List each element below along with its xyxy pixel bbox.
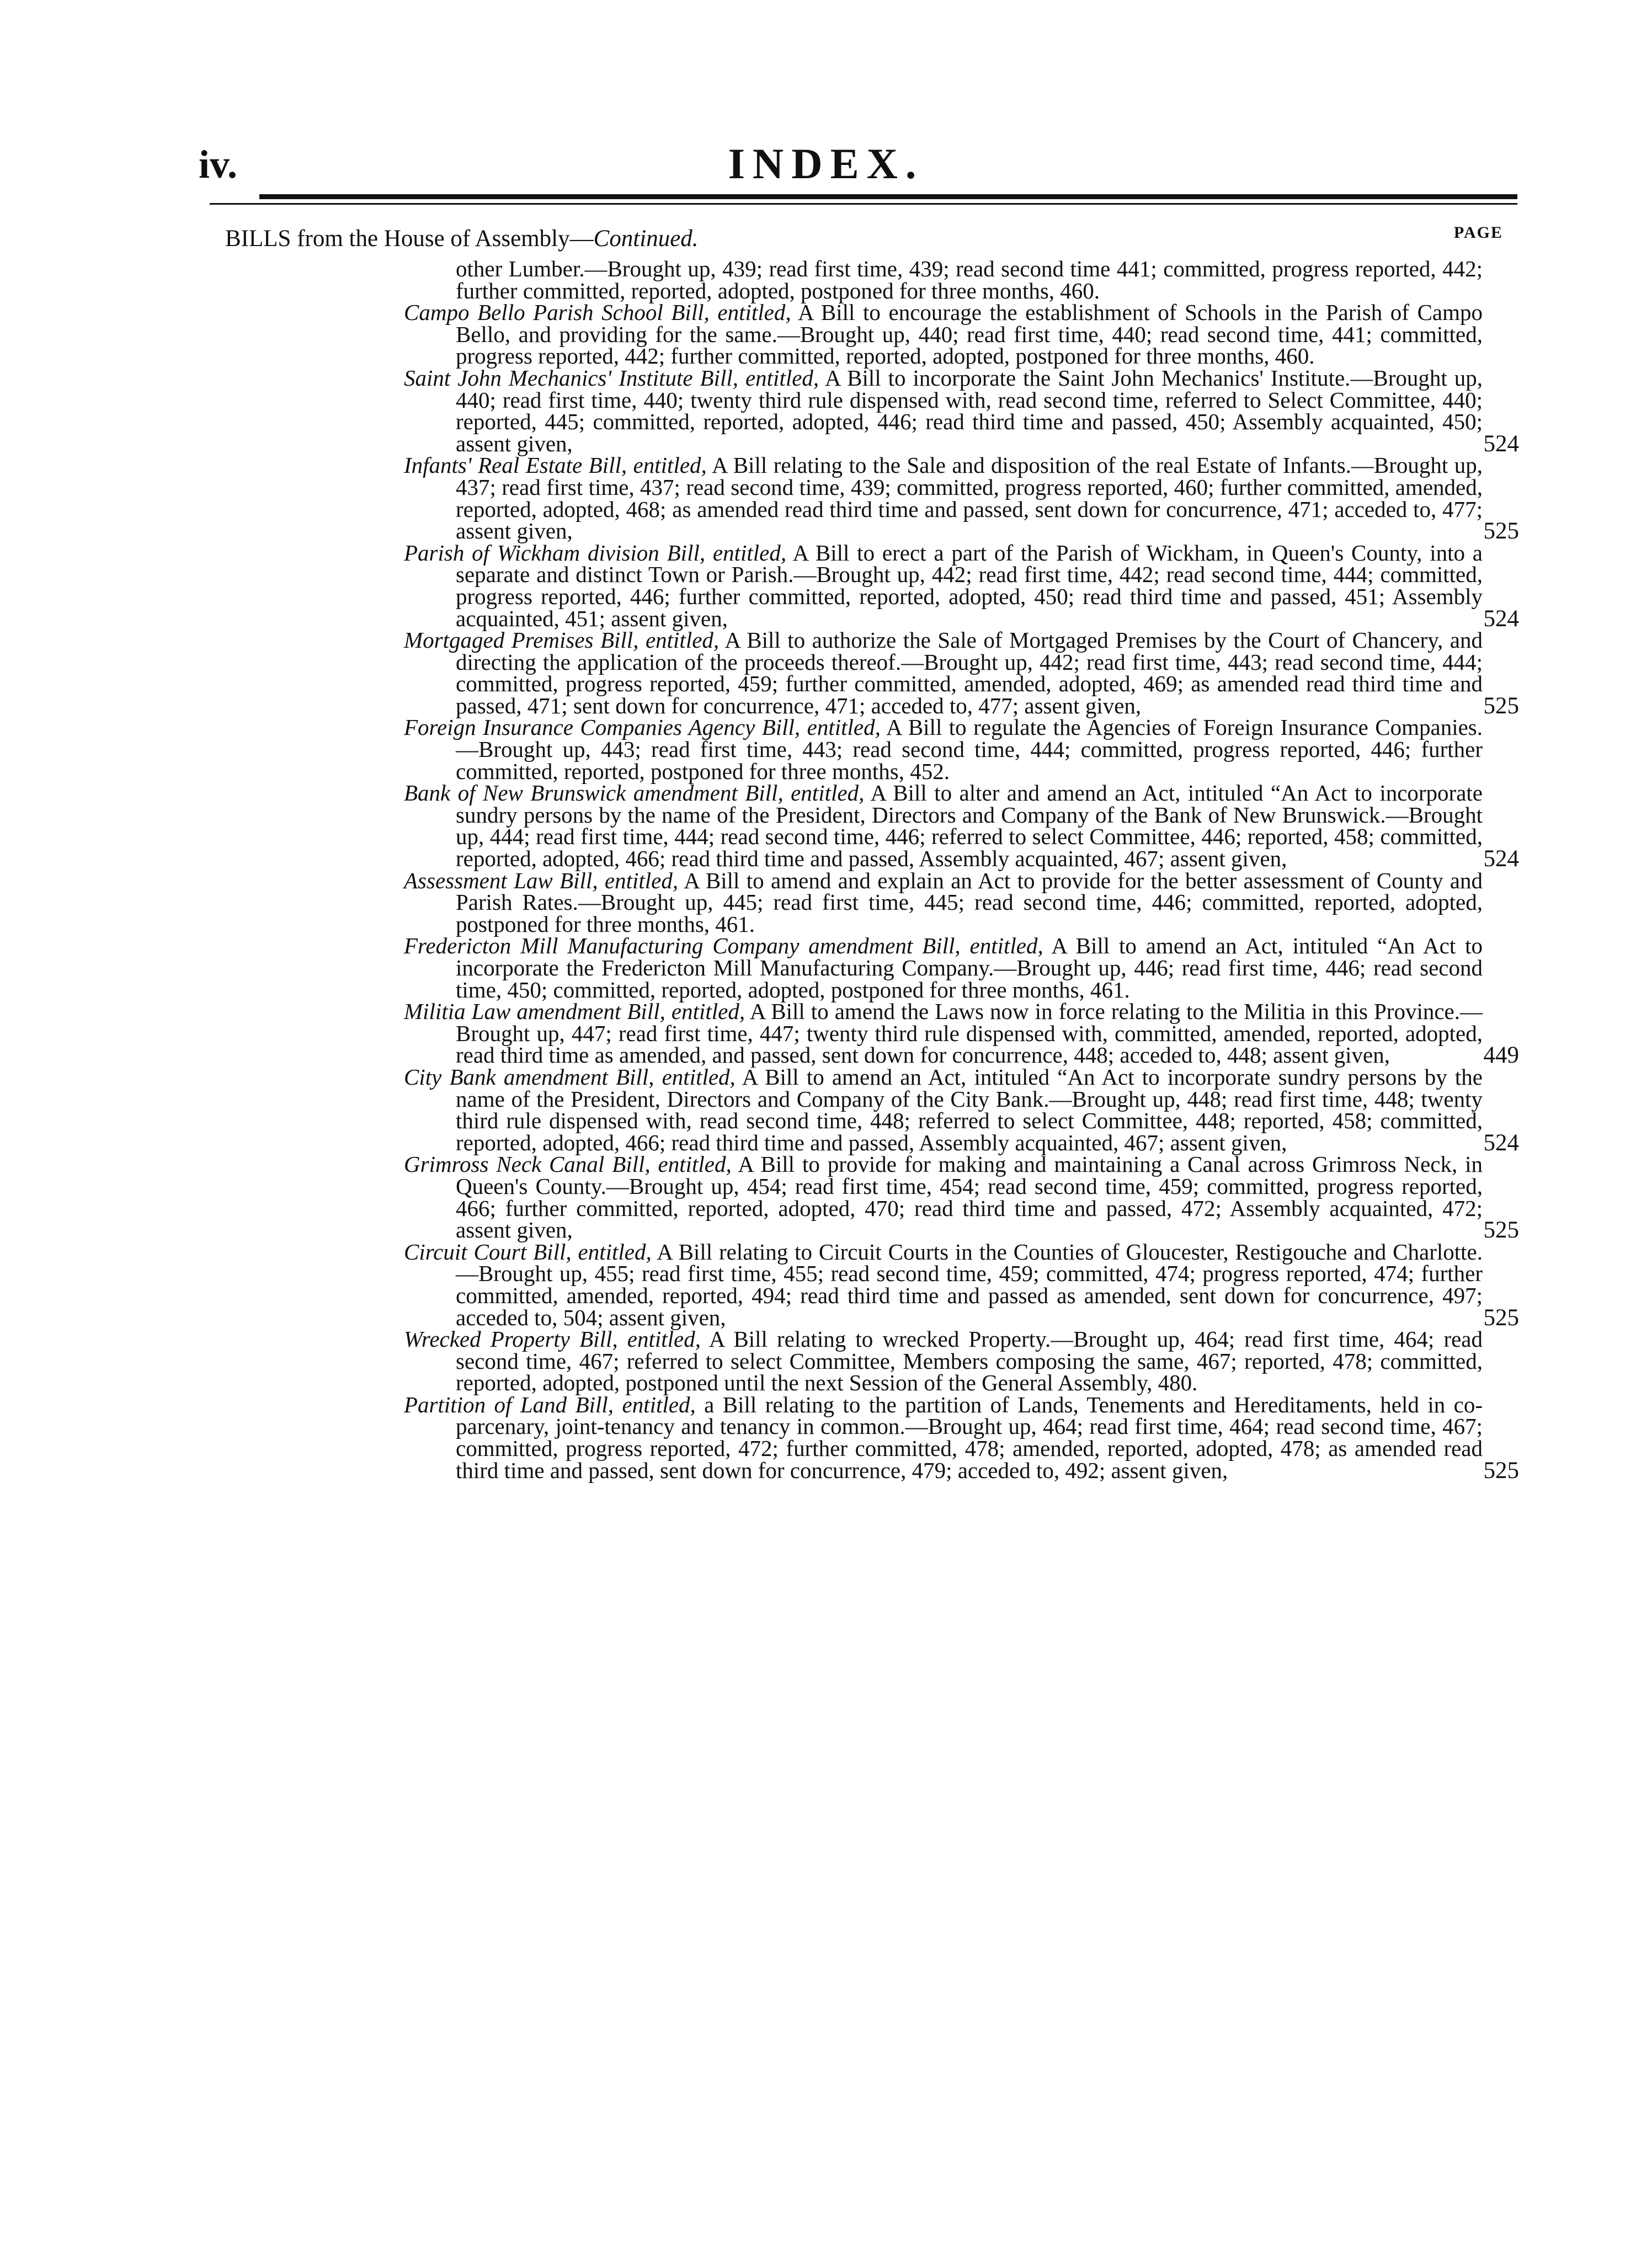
index-entry xyxy=(404,302,1483,367)
entry-title: Circuit Court Bill, entitled, xyxy=(404,1239,652,1265)
entry-body: A Bill to erect a part of the Parish of Wickham, in Queen's County, into a separate and distinct Town or Parish.—Brought up, 442; read first time, 442; read second time, 444; committed, progress reported, 446; further committed, reported, adopted, 450; read third time and passed, 451; Assembly acquainted, 451; assent given, xyxy=(456,540,1483,631)
entry-title: Parish of Wickham division Bill, entitled, xyxy=(404,540,787,566)
index-entry xyxy=(404,1064,1519,1156)
section-continued: Continued. xyxy=(593,226,699,252)
entry-page-number: 525 xyxy=(1483,518,1519,545)
section-title: BILLS from the House of Assembly— xyxy=(225,226,594,252)
entry-page-number: 525 xyxy=(1483,1304,1519,1331)
entry-body: A Bill to alter and amend an Act, intituled “An Act to incorporate sundry persons by the name of the President, Directors and Company of the Bank of New Brunswick.—Brought up, 444; read first time, 444; read second time, 446; referred to select Committee, 446; reported, 458; committed, reported, adopted, 466; read third time and passed, Assembly acquainted, 467; assent given, xyxy=(456,780,1483,872)
header-rule-thick xyxy=(259,194,1517,199)
entry-title: Bank of New Brunswick amendment Bill, entitled, xyxy=(404,780,865,806)
index-entry xyxy=(404,867,1483,937)
index-entry xyxy=(404,999,1519,1069)
entry-title: City Bank amendment Bill, entitled, xyxy=(404,1064,736,1090)
index-entry xyxy=(404,1239,1519,1331)
entry-title: Saint John Mechanics' Institute Bill, entitled, xyxy=(404,365,819,391)
entry-title: Mortgaged Premises Bill, entitled, xyxy=(404,627,720,653)
entry-page-number: 524 xyxy=(1483,430,1519,457)
index-entry xyxy=(404,714,1483,784)
entry-page-number: 524 xyxy=(1483,846,1519,872)
index-entry xyxy=(404,1151,1519,1244)
index-entry xyxy=(404,780,1519,872)
index-entry xyxy=(404,258,1483,302)
entry-body: A Bill to regulate the Agencies of Foreign Insurance Companies.—Brought up, 443; read first time, 443; read second time, 444; committed, progress reported, 446; further committed, reported, postponed for three months, 452. xyxy=(456,714,1483,784)
index-entry xyxy=(404,1391,1519,1484)
entry-title: Partition of Land Bill, entitled, xyxy=(404,1391,696,1417)
index-entry xyxy=(404,1326,1483,1396)
entry-body: A Bill to encourage the establishment of Schools in the Parish of Campo Bello, and providing for the same.—Brought up, 440; read first time, 440; read second time, 441; committed, progress reported, 442; further committed, reported, adopted, postponed for three months, 460. xyxy=(456,300,1483,369)
entry-title: Militia Law amendment Bill, entitled, xyxy=(404,999,745,1025)
entry-page-number: 524 xyxy=(1483,1129,1519,1156)
entry-body: A Bill to amend and explain an Act to provide for the better assessment of County and Parish Rates.—Brought up, 445; read first time, 445; read second time, 446; committed, reported, adopted, postponed for three months, 461. xyxy=(456,867,1483,937)
entry-body: A Bill to amend an Act, intituled “An Act to incorporate the Fredericton Mill Manufacturing Company.—Brought up, 446; read first time, 446; read second time, 450; committed, reported, adopted, postponed for three months, 461. xyxy=(456,933,1483,1002)
entry-title: Wrecked Property Bill, entitled, xyxy=(404,1326,701,1352)
page-column-label: PAGE xyxy=(1453,223,1503,242)
page-title: INDEX. xyxy=(728,140,924,188)
entry-title: Infants' Real Estate Bill, entitled, xyxy=(404,452,707,478)
section-heading xyxy=(225,225,699,253)
folio-number: iv. xyxy=(199,142,238,186)
entry-title: Grimross Neck Canal Bill, entitled, xyxy=(404,1151,732,1177)
entry-page-number: 525 xyxy=(1483,1457,1519,1484)
entry-body: a Bill relating to the partition of Lands, Tenements and Hereditaments, held in co-parcenary, joint-tenancy and tenancy in common.—Brought up, 464; read first time, 464; read second time, 467; committed, progress reported, 472; further committed, 478; amended, reported, adopted, 478; as amended read third time and passed, sent down for concurrence, 479; acceded to, 492; assent given, xyxy=(456,1391,1483,1483)
entry-title: Assessment Law Bill, entitled, xyxy=(404,867,679,893)
entry-body: A Bill to amend an Act, intituled “An Act to incorporate sundry persons by the name of the President, Directors and Company of the City Bank.—Brought up, 448; read first time, 448; twenty third rule dispensed with, read second time, 448; referred to select Committee, 448; reported, 458; committed, reported, adopted, 466; read third time and passed, Assembly acquainted, 467; assent given, xyxy=(456,1064,1483,1155)
entry-page-number: 524 xyxy=(1483,605,1519,632)
entry-title: Foreign Insurance Companies Agency Bill, entitled, xyxy=(404,714,881,740)
index-entry xyxy=(404,935,1483,1001)
entry-body: A Bill to amend the Laws now in force relating to the Militia in this Province.—Brought up, 447; read first time, 447; twenty third rule dispensed with, committed, amended, reported, adopted, read third time as amended, and passed, sent down for concurrence, 448; acceded to, 448; assent given, xyxy=(456,999,1483,1068)
entry-page-number: 525 xyxy=(1483,692,1519,719)
entry-title: Campo Bello Parish School Bill, entitled, xyxy=(404,300,791,326)
entry-body: A Bill relating to the Sale and disposition of the real Estate of Infants.—Brought up, 437; read first time, 437; read second time, 439; committed, progress reported, 460; further committed, amended, reported, adopted, 468; as amended read third time and passed, sent down for concurrence, 471; acceded to, 477; assent given, xyxy=(456,452,1483,544)
entry-title: Fredericton Mill Manufacturing Company amendment Bill, entitled, xyxy=(404,933,1043,959)
index-entries xyxy=(404,256,1519,1484)
entry-body: A Bill to provide for making and maintaining a Canal across Grimross Neck, in Queen's County.—Brought up, 454; read first time, 454; read second time, 459; committed, progress reported, 466; further committed, reported, adopted, 470; read third time and passed, 472; Assembly acquainted, 472; assent given, xyxy=(456,1151,1483,1243)
entry-page-number: 449 xyxy=(1483,1042,1519,1069)
index-entry xyxy=(404,365,1519,457)
entry-body: A Bill to incorporate the Saint John Mechanics' Institute.—Brought up, 440; read first time, 440; twenty third rule dispensed with, read second time, referred to Select Committee, 440; reported, 445; committed, reported, adopted, 446; read third time and passed, 450; Assembly acquainted, 450; assent given, xyxy=(456,365,1483,456)
index-entry xyxy=(404,627,1519,719)
index-entry xyxy=(404,452,1519,545)
entry-body: other Lumber.—Brought up, 439; read first time, 439; read second time 441; committed, progress reported, 442; further committed, reported, adopted, postponed for three months, 460. xyxy=(456,256,1483,303)
entry-body: A Bill to authorize the Sale of Mortgaged Premises by the Court of Chancery, and directing the application of the proceeds thereof.—Brought up, 442; read first time, 443; read second time, 444; committed, progress reported, 459; further committed, amended, adopted, 469; as amended read third time and passed, 471; sent down for concurrence, 471; acceded to, 477; assent given, xyxy=(456,627,1483,718)
header-rule-thin xyxy=(210,203,1517,205)
index-entry xyxy=(404,540,1519,632)
entry-page-number: 525 xyxy=(1483,1217,1519,1244)
entry-body: A Bill relating to wrecked Property.—Brought up, 464; read first time, 464; read second time, 467; referred to select Committee, Members composing the same, 467; reported, 478; committed, reported, adopted, postponed until the next Session of the General Assembly, 480. xyxy=(456,1326,1483,1396)
entry-body: A Bill relating to Circuit Courts in the Counties of Gloucester, Restigouche and Charlotte.—Brought up, 455; read first time, 455; read second time, 459; committed, 474; progress reported, 474; further committed, amended, reported, 494; read third time and passed as amended, sent down for concurrence, 497; acceded to, 504; assent given, xyxy=(456,1239,1483,1330)
